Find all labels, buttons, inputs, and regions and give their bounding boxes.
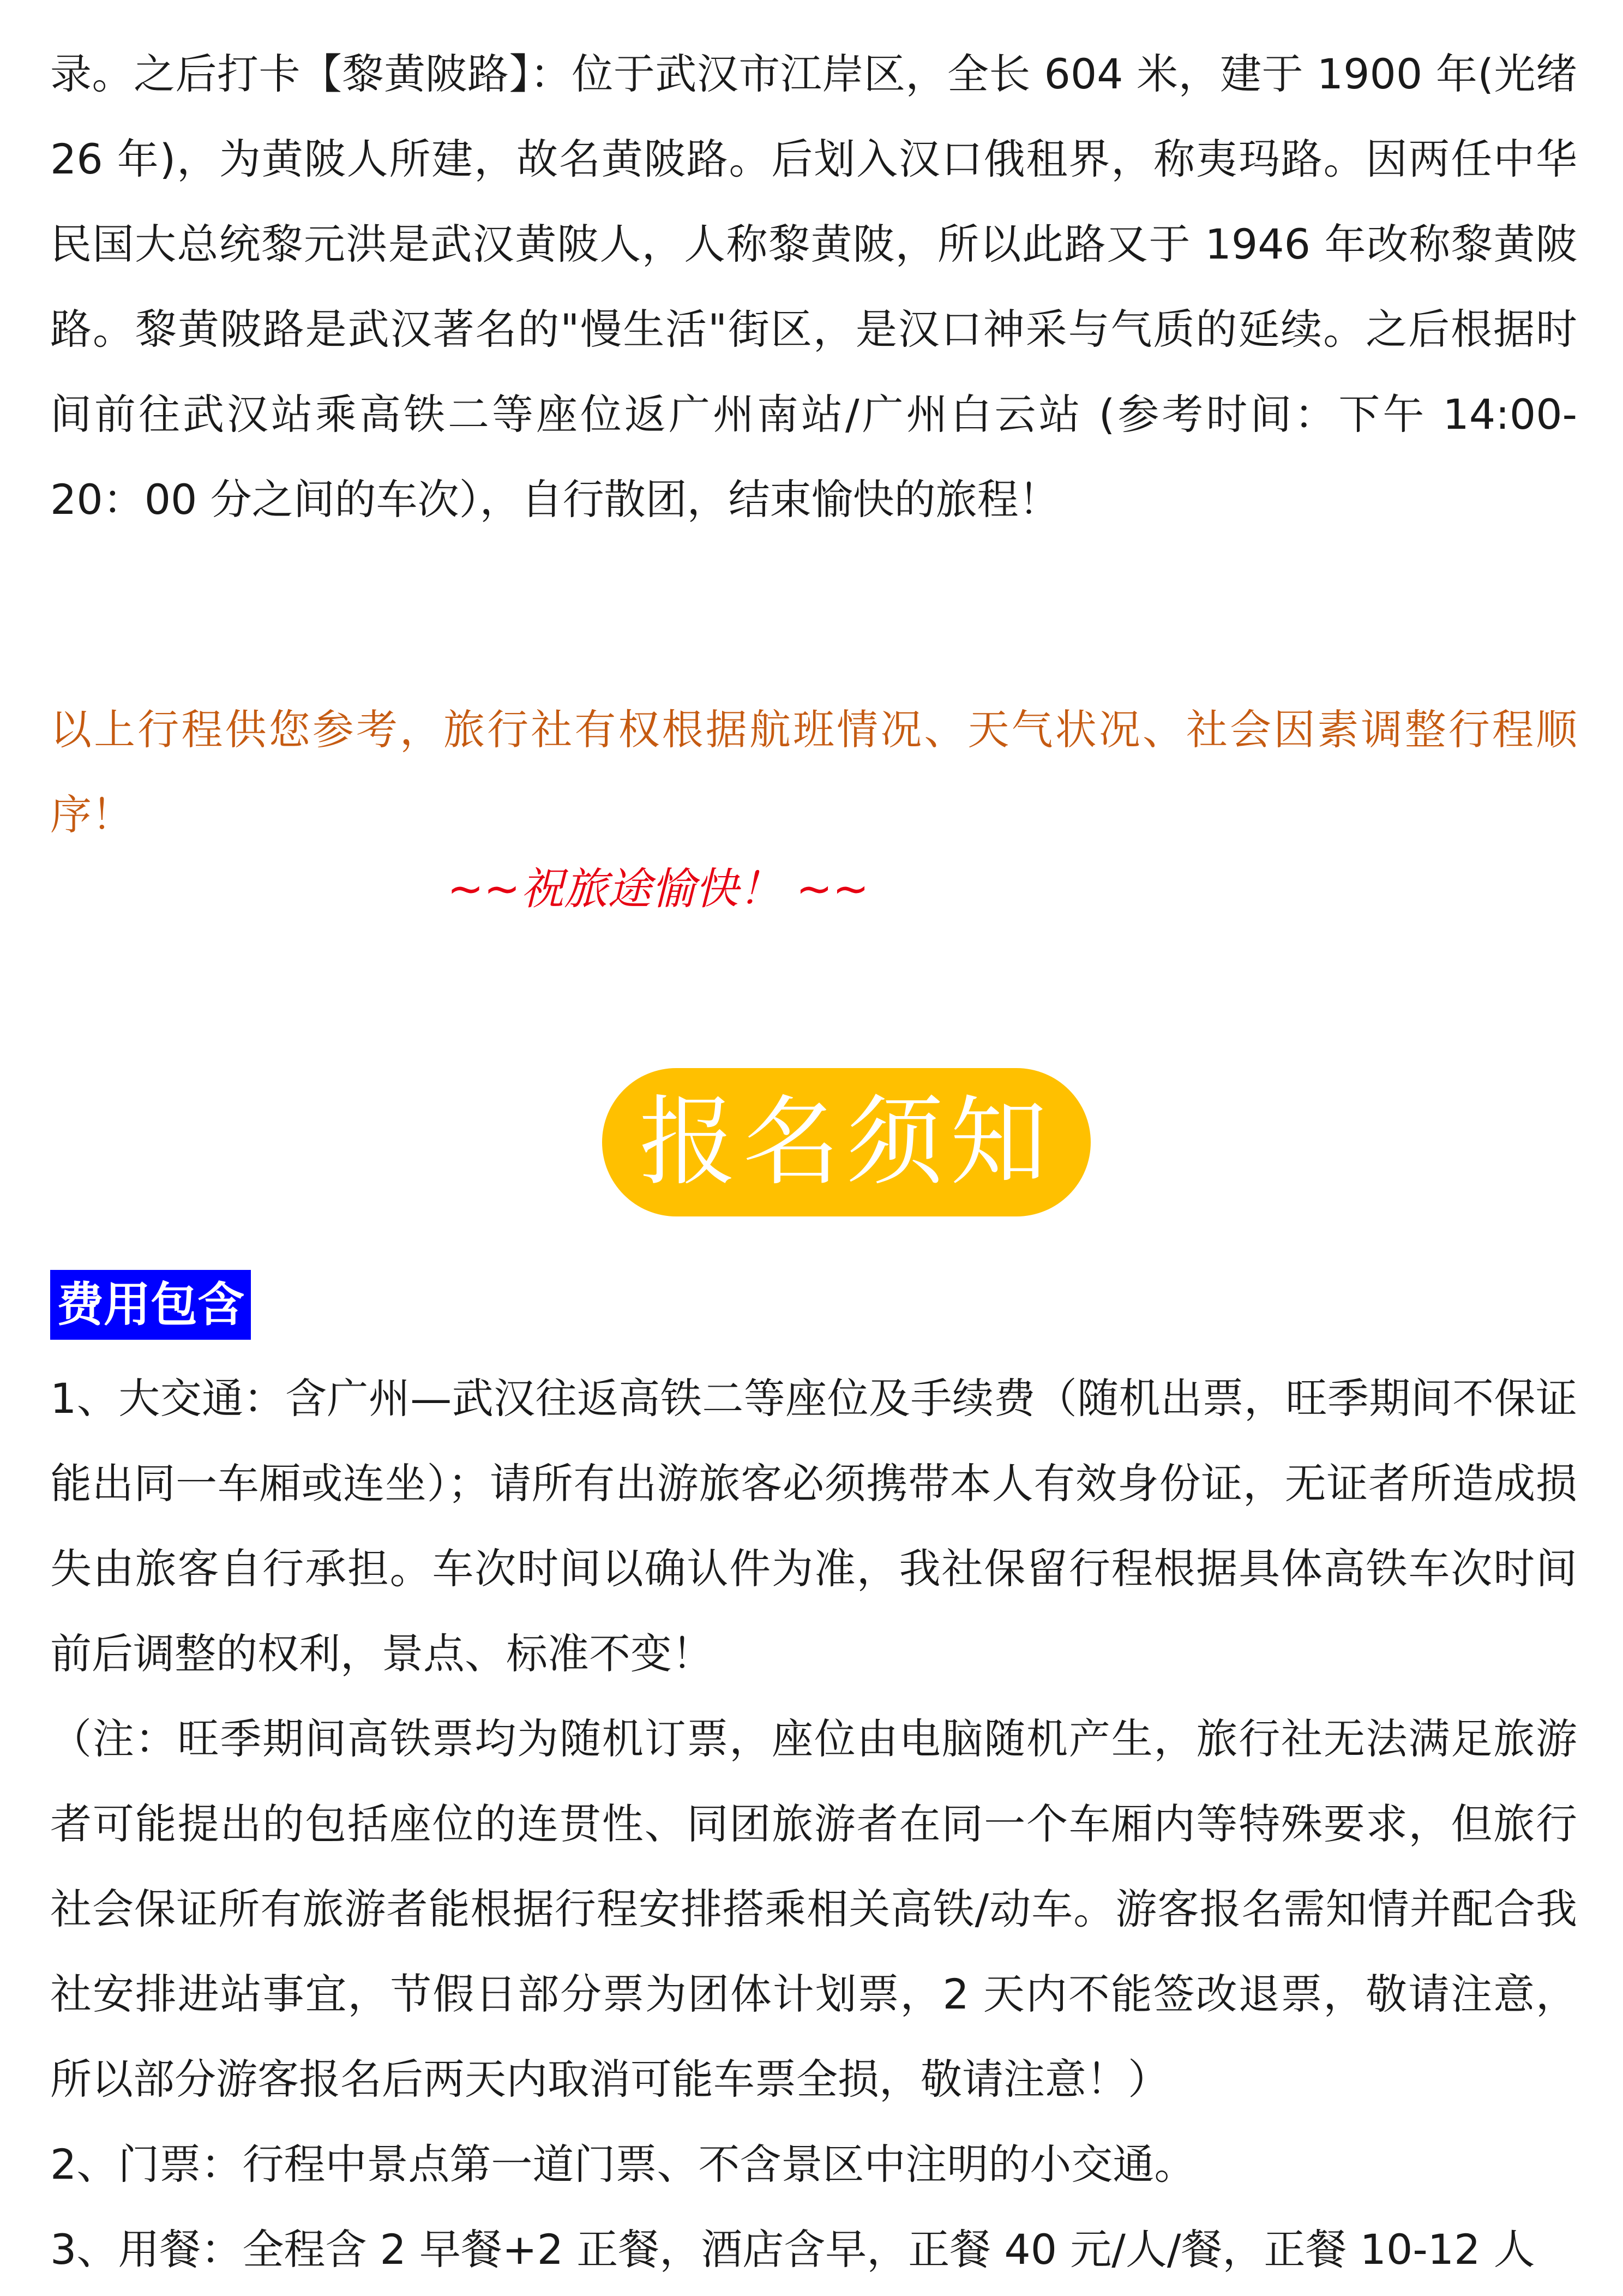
registration-banner [602,1068,1091,1216]
registration-banner-title: 报名须知 [639,1086,1054,1198]
itinerary-closing-paragraph: 录。之后打卡【黎黄陂路】：位于武汉市江岸区，全长 604 米，建于 1900 年(光绪 26 年)，为黄陂人所建，故名黄陂路。后划入汉口俄租界，称夷玛路。因两任中华民国大总统黎元洪是武汉黄陂人，人称黎黄陂，所以此路又于 1946 年改称黎黄陂路。黎黄陂路是武汉著名的"慢生活"街区，是汉口神采与气质的延续。之后根据时间前往武汉站乘高铁二等座位返广州南站/广州白云站 (参考时间：下午 14:00-20：00 分之间的车次），自行散团，结束愉快的旅程！ [50,50,1577,524]
fee-item-meals: 3、用餐：全程含 2 早餐+2 正餐，酒店含早，正餐 40 元/人/餐，正餐 10-12 人 [50,2225,1535,2274]
fee-items-list [50,1356,1577,2292]
fee-item-transport: 1、大交通：含广州—武汉往返高铁二等座位及手续费（随机出票，旺季期间不保证能出同一车厢或连坐）；请所有出游旅客必须携带本人有效身份证，无证者所造成损失由旅客自行承担。车次时间以确认件为准，我社保留行程根据具体高铁车次时间前后调整的权利，景点、标准不变！ [50,1374,1577,1678]
fee-item-transport-note: （注：旺季期间高铁票均为随机订票，座位由电脑随机产生，旅行社无法满足旅游者可能提出的包括座位的连贯性、同团旅游者在同一个车厢内等特殊要求，但旅行社会保证所有旅游者能根据行程安排搭乘相关高铁/动车。游客报名需知情并配合我社安排进站事宜，节假日部分票为团体计划票，2 天内不能签改退票，敬请注意，所以部分游客报名后两天内取消可能车票全损，敬请注意！） [50,1714,1577,2103]
wish-text: ~~祝旅途愉快！ ~~ [447,864,869,914]
fee-item-tickets: 2、门票：行程中景点第一道门票、不含景区中注明的小交通。 [50,2140,1196,2189]
section-heading-fees-included: 费用包含 [50,1270,251,1340]
itinerary-disclaimer: 以上行程供您参考，旅行社有权根据航班情况、天气状况、社会因素调整行程顺序！ [50,705,1577,839]
